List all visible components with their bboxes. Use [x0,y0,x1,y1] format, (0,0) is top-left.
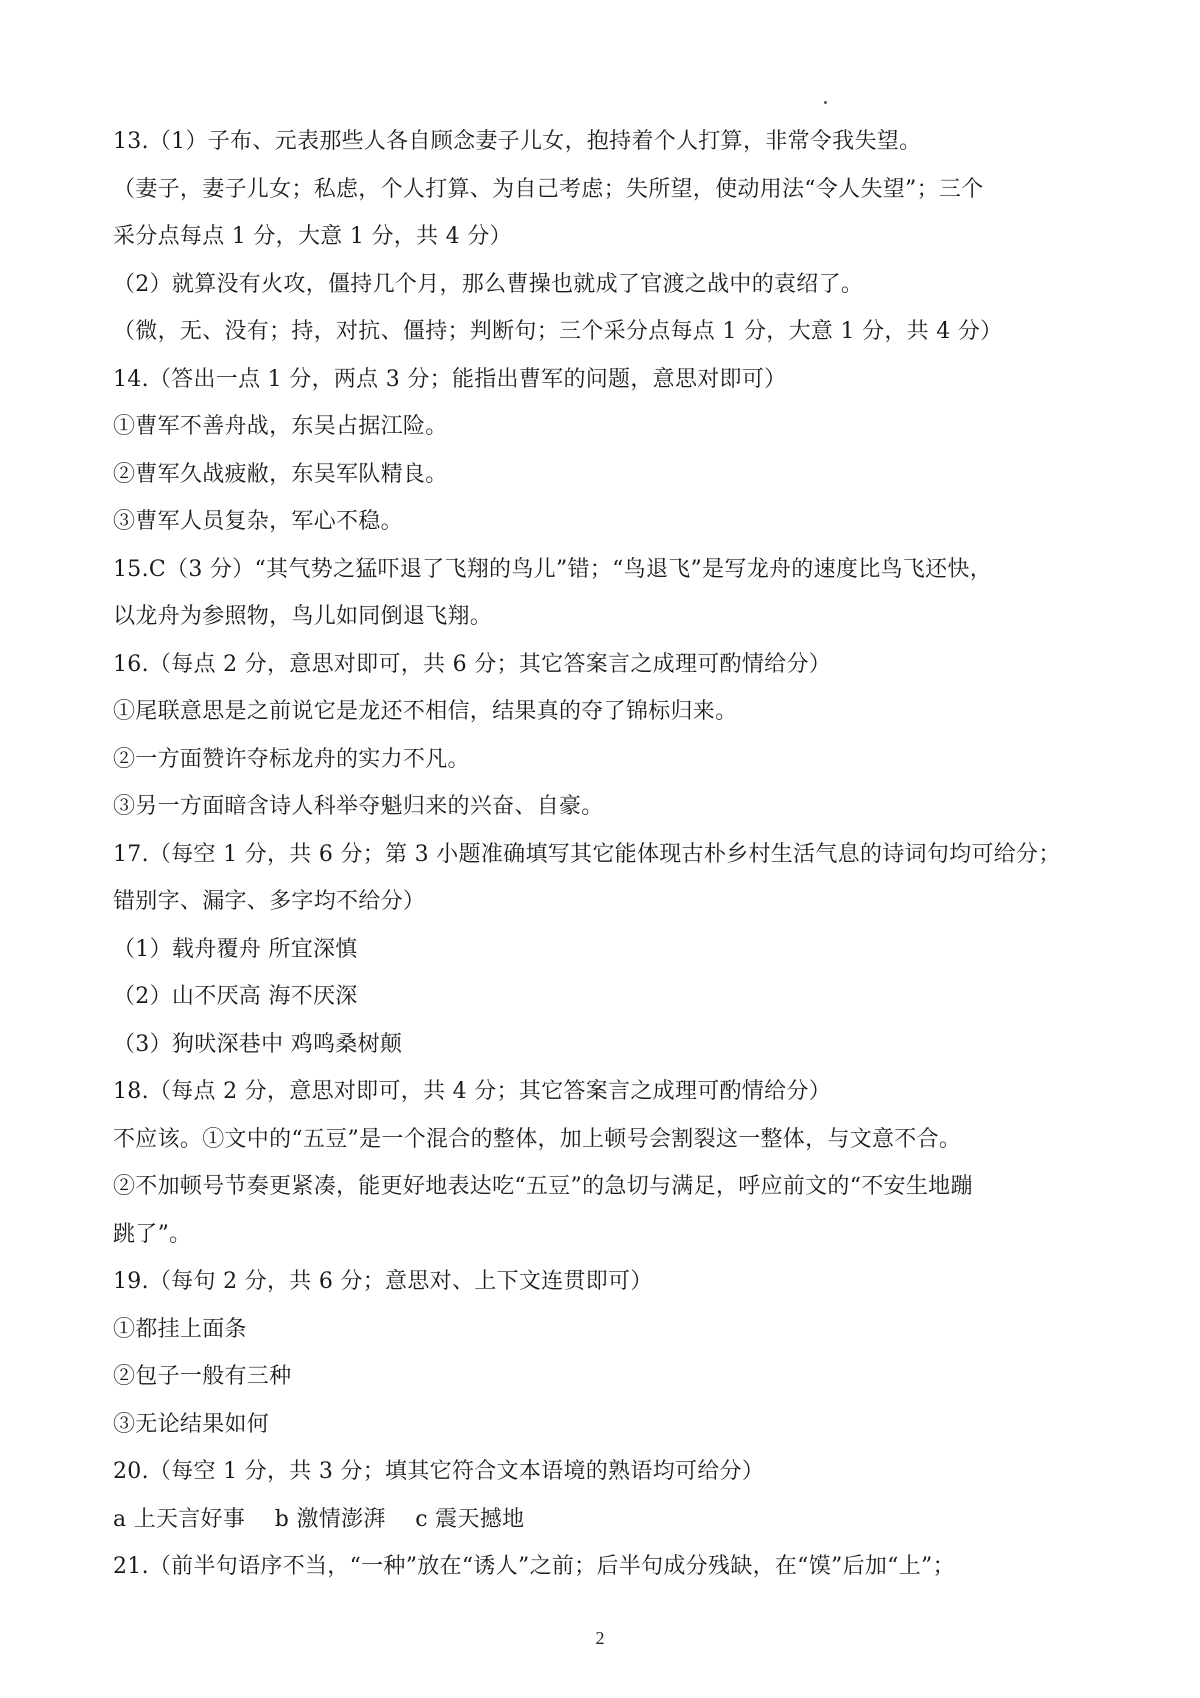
answer-line: 跳了”。 [113,1221,192,1247]
answer-line: （2）山不厌高 海不厌深 [113,984,358,1009]
answer-line: ②曹军久战疲敝，东吴军队精良。 [113,461,448,487]
answer-line: ②一方面赞许夺标龙舟的实力不凡。 [113,746,470,772]
answer-line: 17.（每空 1 分，共 6 分；第 3 小题准确填写其它能体现古朴乡村生活气息的诗词句均可给分； [113,841,1061,867]
answer-line: ①曹军不善舟战，东吴占据江险。 [113,414,448,439]
answer-line: ②不加顿号节奏更紧凑，能更好地表达吃“五豆”的急切与满足，呼应前文的“不安生地蹦 [113,1174,973,1199]
answer-line: ①尾联意思是之前说它是龙还不相信，结果真的夺了锦标归来。 [113,699,738,724]
answer-line: 20.（每空 1 分，共 3 分；填其它符合文本语境的熟语均可给分） [113,1459,765,1484]
answer-line: 13.（1）子布、元表那些人各自顾念妻子儿女，抱持着个人打算，非常令我失望。 [113,129,922,154]
answer-line: （2）就算没有火攻，僵持几个月，那么曹操也就成了官渡之战中的袁绍了。 [113,271,864,297]
answer-line: （1）载舟覆舟 所宜深慎 [113,936,358,962]
answer-line: ③无论结果如何 [113,1411,270,1437]
answer-line: 15.C（3 分）“其气势之猛吓退了飞翔的鸟儿”错；“鸟退飞”是写龙舟的速度比鸟飞还快， [113,556,993,582]
answer-line: ①都挂上面条 [113,1316,247,1342]
page-number: 2 [595,1628,605,1648]
answer-line: 采分点每点 1 分，大意 1 分，共 4 分） [113,224,512,249]
answer-line: 错别字、漏字、多字均不给分） [113,889,426,914]
answer-line: （微，无、没有；持，对抗、僵持；判断句；三个采分点每点 1 分，大意 1 分，共 4 分） [113,319,1003,344]
answer-line: 21.（前半句语序不当，“一种”放在“诱人”之前；后半句成分残缺，在“馍”后加“上”； [113,1554,955,1579]
answer-line: ②包子一般有三种 [113,1364,292,1389]
answer-line: （3）狗吠深巷中 鸡鸣桑树颠 [113,1031,403,1057]
answer-line: 18.（每点 2 分，意思对即可，共 4 分；其它答案言之成理可酌情给分） [113,1079,832,1104]
scan-dot [824,101,827,104]
answer-key-body [113,118,1093,1591]
answer-line: （妻子，妻子儿女；私虑，个人打算、为自己考虑；失所望，使动用法“令人失望”；三个 [113,176,984,202]
answer-line: ③曹军人员复杂，军心不稳。 [113,509,403,534]
answer-line: 19.（每句 2 分，共 6 分；意思对、上下文连贯即可） [113,1269,653,1294]
answer-line: 16.（每点 2 分，意思对即可，共 6 分；其它答案言之成理可酌情给分） [113,651,832,677]
answer-line: ③另一方面暗含诗人科举夺魁归来的兴奋、自豪。 [113,794,604,819]
answer-line: 不应该。①文中的“五豆”是一个混合的整体，加上顿号会割裂这一整体，与文意不合。 [113,1126,962,1152]
answer-line: 以龙舟为参照物，鸟儿如同倒退飞翔。 [113,604,493,629]
answer-line: 14.（答出一点 1 分，两点 3 分；能指出曹军的问题，意思对即可） [113,366,787,392]
answer-line: a 上天言好事 b 激情澎湃 c 震天撼地 [113,1506,525,1532]
